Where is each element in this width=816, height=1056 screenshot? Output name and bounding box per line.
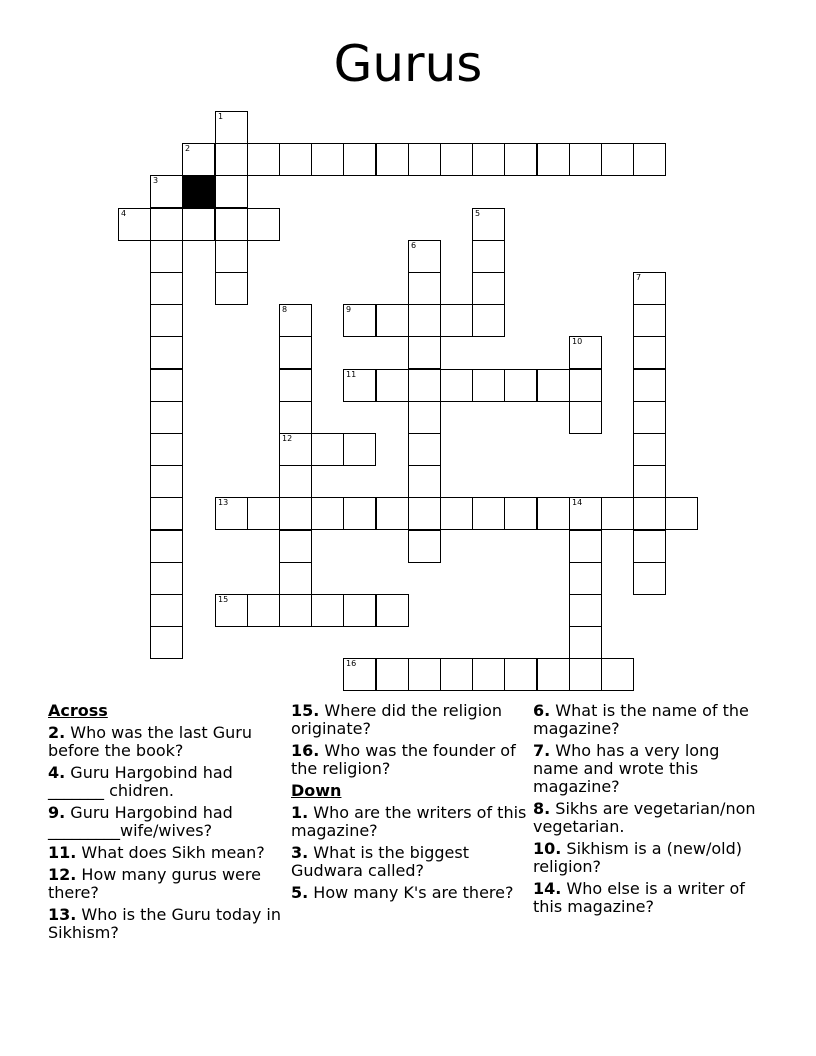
grid-cell[interactable] <box>408 530 441 563</box>
grid-cell[interactable] <box>247 594 280 627</box>
grid-cell[interactable] <box>472 369 505 402</box>
grid-cell[interactable] <box>376 497 409 530</box>
across-clue-9: 9. Guru Hargobind had _________wife/wives? <box>48 803 233 840</box>
clue-number: 11 <box>346 370 357 379</box>
grid-cell[interactable] <box>343 433 376 466</box>
clue-number: 8 <box>282 305 288 314</box>
grid-cell[interactable] <box>633 530 666 563</box>
across-clue-13: 13. Who is the Guru today in Sikhism? <box>48 905 281 942</box>
clue-number: 7 <box>636 273 642 282</box>
clue-column-1 <box>48 702 288 946</box>
across-clue-4: 4. Guru Hargobind had _______ chidren. <box>48 763 233 800</box>
grid-cell[interactable] <box>601 658 634 691</box>
clue-number: 1 <box>218 112 224 121</box>
grid-cell[interactable] <box>279 562 312 595</box>
grid-cell[interactable] <box>150 530 183 563</box>
grid-cell[interactable] <box>150 497 183 530</box>
grid-cell[interactable] <box>537 369 570 402</box>
grid-cell[interactable] <box>408 658 441 691</box>
down-clue-8: 8. Sikhs are vegetarian/non vegetarian. <box>533 799 756 836</box>
grid-cell[interactable] <box>150 562 183 595</box>
grid-cell[interactable] <box>215 272 248 305</box>
grid-cell[interactable] <box>408 465 441 498</box>
grid-cell[interactable] <box>279 465 312 498</box>
grid-cell[interactable] <box>472 272 505 305</box>
grid-cell[interactable] <box>408 240 441 273</box>
across-header: Across <box>48 701 108 720</box>
across-clue-11: 11. What does Sikh mean? <box>48 843 265 862</box>
grid-cell[interactable] <box>504 143 537 176</box>
grid-cell[interactable] <box>182 143 215 176</box>
black-square <box>182 175 215 208</box>
grid-cell[interactable] <box>343 658 376 691</box>
grid-cell[interactable] <box>215 240 248 273</box>
grid-cell[interactable] <box>633 401 666 434</box>
grid-cell[interactable] <box>247 497 280 530</box>
grid-cell[interactable] <box>633 497 666 530</box>
grid-cell[interactable] <box>408 336 441 369</box>
grid-cell[interactable] <box>215 208 248 241</box>
grid-cell[interactable] <box>472 143 505 176</box>
clue-number: 10 <box>572 337 583 346</box>
grid-cell[interactable] <box>504 497 537 530</box>
grid-cell[interactable] <box>150 465 183 498</box>
puzzle-title: Gurus <box>333 35 483 93</box>
grid-cell[interactable] <box>279 336 312 369</box>
clue-number: 4 <box>121 209 127 218</box>
grid-cell[interactable] <box>279 497 312 530</box>
grid-cell[interactable] <box>150 594 183 627</box>
grid-cell[interactable] <box>537 658 570 691</box>
grid-cell[interactable] <box>408 401 441 434</box>
clue-number: 5 <box>475 209 481 218</box>
down-clue-5: 5. How many K's are there? <box>291 883 514 902</box>
clue-number: 9 <box>346 305 352 314</box>
grid-cell[interactable] <box>569 401 602 434</box>
grid-cell[interactable] <box>279 530 312 563</box>
grid-cell[interactable] <box>408 497 441 530</box>
grid-cell[interactable] <box>247 143 280 176</box>
grid-cell[interactable] <box>472 497 505 530</box>
grid-cell[interactable] <box>633 143 666 176</box>
grid-cell[interactable] <box>150 336 183 369</box>
grid-cell[interactable] <box>569 497 602 530</box>
clue-number: 3 <box>153 176 159 185</box>
down-clue-7: 7. Who has a very long name and wrote this magazine? <box>533 741 720 796</box>
grid-cell[interactable] <box>343 497 376 530</box>
grid-cell[interactable] <box>633 433 666 466</box>
grid-cell[interactable] <box>633 272 666 305</box>
across-clue-15: 15. Where did the religion originate? <box>291 701 503 738</box>
grid-cell[interactable] <box>408 272 441 305</box>
grid-cell[interactable] <box>150 433 183 466</box>
grid-cell[interactable] <box>150 208 183 241</box>
down-clue-1: 1. Who are the writers of this magazine? <box>291 803 527 840</box>
grid-cell[interactable] <box>376 304 409 337</box>
grid-cell[interactable] <box>569 626 602 659</box>
grid-cell[interactable] <box>440 658 473 691</box>
clue-column-2 <box>291 702 531 906</box>
grid-cell[interactable] <box>665 497 698 530</box>
grid-cell[interactable] <box>440 304 473 337</box>
grid-cell[interactable] <box>472 658 505 691</box>
grid-cell[interactable] <box>569 658 602 691</box>
grid-cell[interactable] <box>537 143 570 176</box>
down-header: Down <box>291 781 342 800</box>
grid-cell[interactable] <box>279 304 312 337</box>
down-clue-10: 10. Sikhism is a (new/old) religion? <box>533 839 742 876</box>
across-clue-12: 12. How many gurus were there? <box>48 865 261 902</box>
grid-cell[interactable] <box>440 143 473 176</box>
grid-cell[interactable] <box>247 208 280 241</box>
grid-cell[interactable] <box>343 594 376 627</box>
across-clue-16: 16. Who was the founder of the religion? <box>291 741 516 778</box>
clue-number: 14 <box>572 498 583 507</box>
grid-cell[interactable] <box>633 336 666 369</box>
grid-cell[interactable] <box>215 143 248 176</box>
grid-cell[interactable] <box>215 111 248 144</box>
grid-cell[interactable] <box>343 304 376 337</box>
grid-cell[interactable] <box>311 594 344 627</box>
clue-number: 12 <box>282 434 293 443</box>
clue-number: 2 <box>185 144 191 153</box>
clue-number: 15 <box>218 595 229 604</box>
grid-cell[interactable] <box>601 497 634 530</box>
grid-cell[interactable] <box>440 497 473 530</box>
grid-cell[interactable] <box>150 175 183 208</box>
grid-cell[interactable] <box>311 143 344 176</box>
down-clue-3: 3. What is the biggest Gudwara called? <box>291 843 470 880</box>
grid-cell[interactable] <box>633 562 666 595</box>
clue-column-3 <box>533 702 768 920</box>
grid-cell[interactable] <box>569 336 602 369</box>
grid-cell[interactable] <box>376 594 409 627</box>
grid-cell[interactable] <box>408 433 441 466</box>
grid-cell[interactable] <box>215 175 248 208</box>
clue-number: 13 <box>218 498 229 507</box>
grid-cell[interactable] <box>376 369 409 402</box>
grid-cell[interactable] <box>215 594 248 627</box>
grid-cell[interactable] <box>215 497 248 530</box>
grid-cell[interactable] <box>472 208 505 241</box>
grid-cell[interactable] <box>150 240 183 273</box>
grid-cell[interactable] <box>343 143 376 176</box>
clue-number: 16 <box>346 659 357 668</box>
grid-cell[interactable] <box>408 304 441 337</box>
grid-cell[interactable] <box>472 304 505 337</box>
grid-cell[interactable] <box>569 562 602 595</box>
grid-cell[interactable] <box>569 143 602 176</box>
grid-cell[interactable] <box>537 497 570 530</box>
across-clue-2: 2. Who was the last Guru before the book? <box>48 723 252 760</box>
grid-cell[interactable] <box>601 143 634 176</box>
grid-cell[interactable] <box>376 658 409 691</box>
grid-cell[interactable] <box>279 433 312 466</box>
grid-cell[interactable] <box>279 143 312 176</box>
grid-cell[interactable] <box>440 369 473 402</box>
grid-cell[interactable] <box>633 304 666 337</box>
grid-cell[interactable] <box>182 208 215 241</box>
grid-cell[interactable] <box>569 369 602 402</box>
clue-number: 6 <box>411 241 417 250</box>
grid-cell[interactable] <box>472 240 505 273</box>
grid-cell[interactable] <box>376 143 409 176</box>
grid-cell[interactable] <box>504 369 537 402</box>
grid-cell[interactable] <box>343 369 376 402</box>
grid-cell[interactable] <box>311 497 344 530</box>
grid-cell[interactable] <box>150 304 183 337</box>
grid-cell[interactable] <box>150 401 183 434</box>
grid-cell[interactable] <box>279 401 312 434</box>
grid-cell[interactable] <box>408 143 441 176</box>
grid-cell[interactable] <box>633 465 666 498</box>
grid-cell[interactable] <box>569 594 602 627</box>
grid-cell[interactable] <box>118 208 151 241</box>
grid-cell[interactable] <box>150 272 183 305</box>
grid-cell[interactable] <box>504 658 537 691</box>
grid-cell[interactable] <box>279 369 312 402</box>
grid-cell[interactable] <box>150 369 183 402</box>
grid-cell[interactable] <box>408 369 441 402</box>
grid-cell[interactable] <box>150 626 183 659</box>
grid-cell[interactable] <box>279 594 312 627</box>
grid-cell[interactable] <box>633 369 666 402</box>
down-clue-14: 14. Who else is a writer of this magazine? <box>533 879 745 916</box>
down-clue-6: 6. What is the name of the magazine? <box>533 701 749 738</box>
grid-cell[interactable] <box>311 433 344 466</box>
grid-cell[interactable] <box>569 530 602 563</box>
